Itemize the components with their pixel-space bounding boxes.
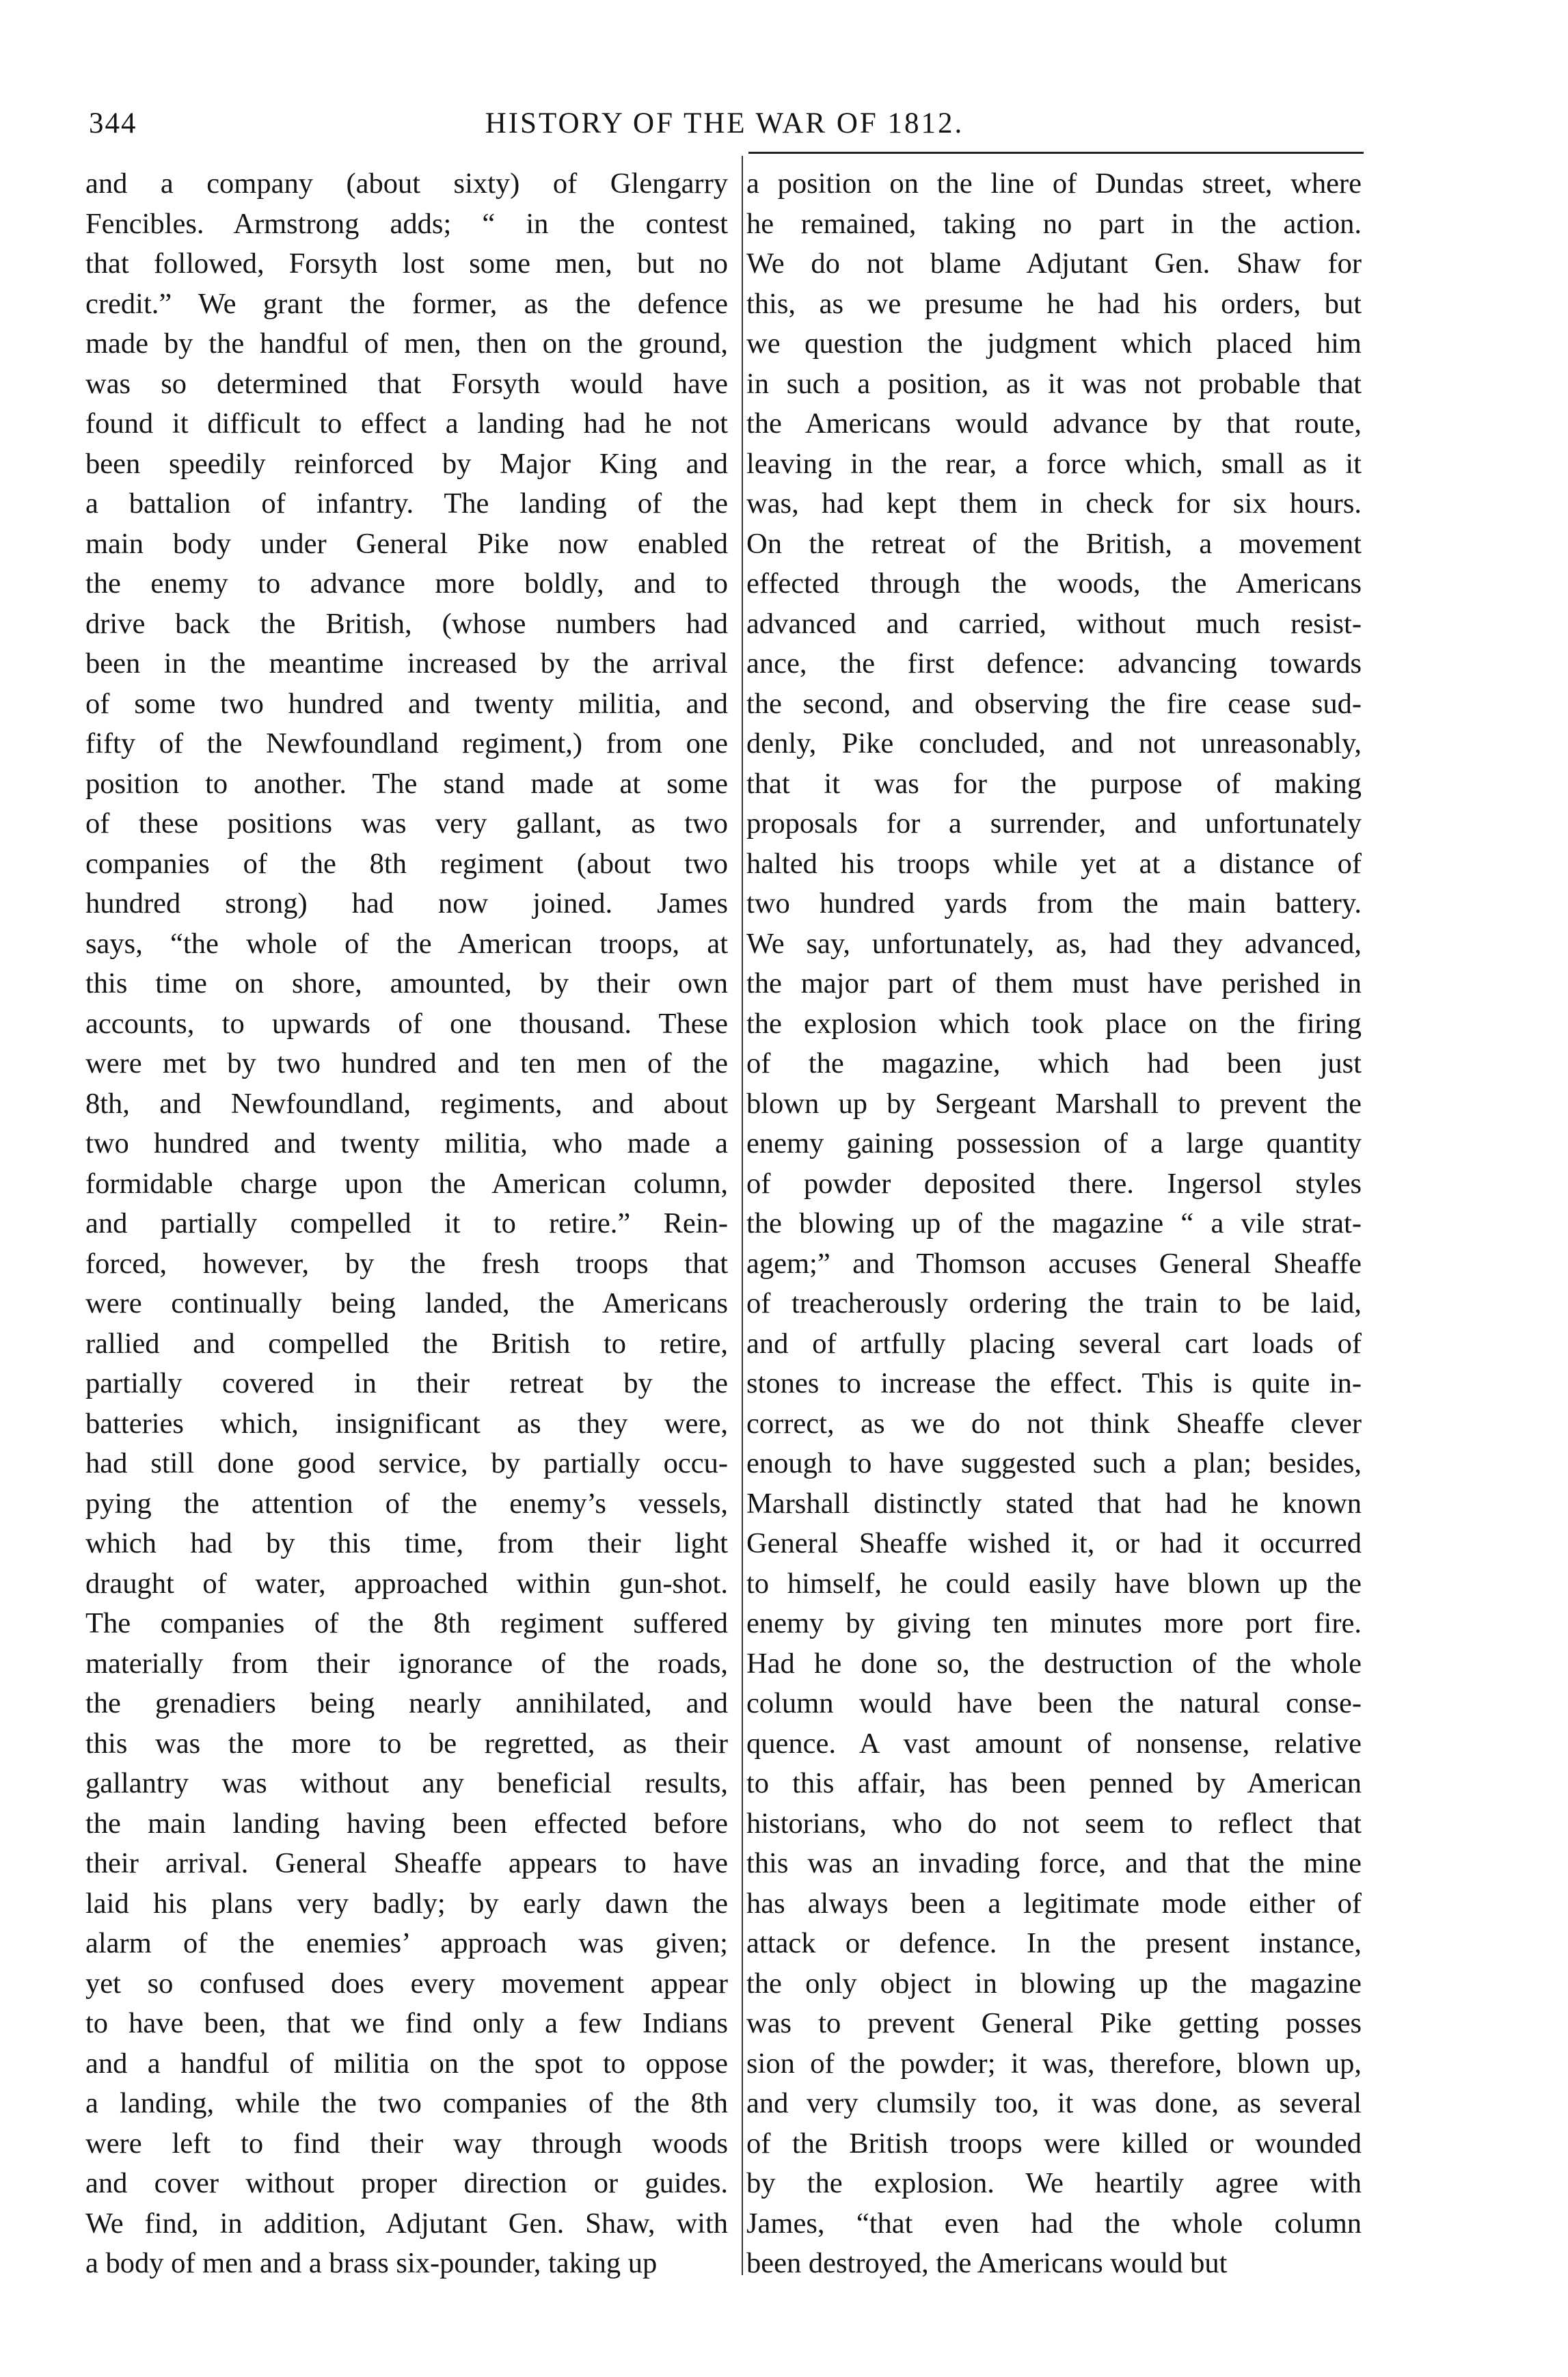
text-line: had still done good service, by partially occu- bbox=[85, 1447, 728, 1479]
text-line: proposals for a surrender, and unfortunately bbox=[746, 807, 1362, 840]
text-line: Marshall distinctly stated that had he known bbox=[746, 1487, 1362, 1520]
text-line: companies of the 8th regiment (about two bbox=[85, 847, 728, 880]
text-line: We say, unfortunately, as, had they advanced, bbox=[746, 927, 1362, 960]
text-line: he remained, taking no part in the action. bbox=[746, 207, 1362, 240]
text-line: 8th, and Newfoundland, regiments, and about bbox=[85, 1087, 728, 1120]
text-line: a landing, while the two companies of the 8th bbox=[85, 2087, 728, 2119]
text-line: of powder deposited there. Ingersol styles bbox=[746, 1167, 1362, 1200]
column-divider bbox=[742, 156, 743, 2275]
text-line: the enemy to advance more boldly, and to bbox=[85, 567, 728, 600]
text-line: gallantry was without any beneficial results, bbox=[85, 1767, 728, 1799]
text-line: draught of water, approached within gun-shot. bbox=[85, 1567, 728, 1600]
text-line: enemy by giving ten minutes more port fire. bbox=[746, 1607, 1362, 1639]
left-column bbox=[85, 164, 728, 2284]
text-line: blown up by Sergeant Marshall to prevent the bbox=[746, 1087, 1362, 1120]
text-line: rallied and compelled the British to retire, bbox=[85, 1327, 728, 1360]
text-line: batteries which, insignificant as they were, bbox=[85, 1407, 728, 1440]
text-line: General Sheaffe wished it, or had it occurred bbox=[746, 1527, 1362, 1559]
text-line: accounts, to upwards of one thousand. These bbox=[85, 1007, 728, 1040]
text-line: advanced and carried, without much resist- bbox=[746, 607, 1362, 640]
text-line: and a company (about sixty) of Glengarry bbox=[85, 167, 728, 200]
text-line: quence. A vast amount of nonsense, relative bbox=[746, 1727, 1362, 1760]
text-line: leaving in the rear, a force which, small as it bbox=[746, 447, 1362, 480]
text-line: forced, however, by the fresh troops that bbox=[85, 1247, 728, 1280]
text-line: a position on the line of Dundas street, where bbox=[746, 167, 1362, 200]
text-line: attack or defence. In the present instance, bbox=[746, 1927, 1362, 1959]
text-line: says, “the whole of the American troops, at bbox=[85, 927, 728, 960]
text-line: were left to find their way through woods bbox=[85, 2127, 728, 2160]
text-line: was, had kept them in check for six hours. bbox=[746, 487, 1362, 520]
text-line: were continually being landed, the Americans bbox=[85, 1287, 728, 1319]
text-line: partially covered in their retreat by the bbox=[85, 1367, 728, 1399]
text-line: been destroyed, the Americans would but bbox=[746, 2247, 1228, 2279]
text-line: stones to increase the effect. This is quite in- bbox=[746, 1367, 1362, 1399]
right-column bbox=[746, 164, 1362, 2284]
text-line: the second, and observing the fire cease sud- bbox=[746, 687, 1362, 720]
text-line: this time on shore, amounted, by their own bbox=[85, 967, 728, 999]
text-line: that followed, Forsyth lost some men, but no bbox=[85, 247, 728, 280]
text-line: hundred strong) had now joined. James bbox=[85, 887, 728, 919]
text-line: of the magazine, which had been just bbox=[746, 1047, 1362, 1079]
text-line: by the explosion. We heartily agree with bbox=[746, 2167, 1362, 2199]
text-line: was so determined that Forsyth would have bbox=[85, 367, 728, 400]
text-line: effected through the woods, the Americans bbox=[746, 567, 1362, 600]
text-line: has always been a legitimate mode either of bbox=[746, 1887, 1362, 1920]
text-line: fifty of the Newfoundland regiment,) from one bbox=[85, 727, 728, 760]
text-line: yet so confused does every movement appear bbox=[85, 1967, 728, 2000]
text-line: enemy gaining possession of a large quantity bbox=[746, 1127, 1362, 1159]
text-line: the explosion which took place on the firing bbox=[746, 1007, 1362, 1040]
text-line: this was the more to be regretted, as their bbox=[85, 1727, 728, 1760]
text-line: historians, who do not seem to reflect that bbox=[746, 1807, 1362, 1840]
text-line: were met by two hundred and ten men of the bbox=[85, 1047, 728, 1079]
text-line: their arrival. General Sheaffe appears to have bbox=[85, 1847, 728, 1879]
running-title: HISTORY OF THE WAR OF 1812. bbox=[485, 107, 964, 139]
text-line: We find, in addition, Adjutant Gen. Shaw, with bbox=[85, 2207, 728, 2240]
text-line: Fencibles. Armstrong adds; “ in the contest bbox=[85, 207, 728, 240]
text-line: to this affair, has been penned by American bbox=[746, 1767, 1362, 1799]
text-line: the Americans would advance by that route, bbox=[746, 407, 1362, 440]
text-line: been speedily reinforced by Major King and bbox=[85, 447, 728, 480]
text-line: which had by this time, from their light bbox=[85, 1527, 728, 1559]
text-line: been in the meantime increased by the arrival bbox=[85, 647, 728, 680]
text-line: drive back the British, (whose numbers had bbox=[85, 607, 728, 640]
text-line: this was an invading force, and that the mine bbox=[746, 1847, 1362, 1879]
text-line: pying the attention of the enemy’s vessels, bbox=[85, 1487, 728, 1520]
text-line: and of artfully placing several cart loads of bbox=[746, 1327, 1362, 1360]
text-line: and cover without proper direction or guides. bbox=[85, 2167, 728, 2199]
text-line: made by the handful of men, then on the ground, bbox=[85, 327, 728, 360]
text-line: James, “that even had the whole column bbox=[746, 2207, 1362, 2240]
text-line: agem;” and Thomson accuses General Sheaffe bbox=[746, 1247, 1362, 1280]
text-line: enough to have suggested such a plan; besides, bbox=[746, 1447, 1362, 1479]
text-line: and partially compelled it to retire.” Rein- bbox=[85, 1207, 728, 1239]
text-line: halted his troops while yet at a distance of bbox=[746, 847, 1362, 880]
text-line: main body under General Pike now enabled bbox=[85, 527, 728, 560]
text-line: ance, the first defence: advancing towards bbox=[746, 647, 1362, 680]
text-line: denly, Pike concluded, and not unreasonably, bbox=[746, 727, 1362, 760]
header-rule bbox=[748, 152, 1364, 154]
text-line: The companies of the 8th regiment suffered bbox=[85, 1607, 728, 1639]
text-line: the grenadiers being nearly annihilated, and bbox=[85, 1687, 728, 1719]
text-line: of the British troops were killed or wounded bbox=[746, 2127, 1362, 2160]
text-line: alarm of the enemies’ approach was given; bbox=[85, 1927, 728, 1959]
text-line: to himself, he could easily have blown up the bbox=[746, 1567, 1362, 1600]
text-line: two hundred yards from the main battery. bbox=[746, 887, 1362, 919]
text-line: the blowing up of the magazine “ a vile strat- bbox=[746, 1207, 1362, 1239]
text-line: credit.” We grant the former, as the defence bbox=[85, 287, 728, 320]
page-number: 344 bbox=[89, 107, 137, 139]
text-line: sion of the powder; it was, therefore, blown up, bbox=[746, 2047, 1362, 2080]
text-line: and a handful of militia on the spot to oppose bbox=[85, 2047, 728, 2080]
text-line: laid his plans very badly; by early dawn the bbox=[85, 1887, 728, 1920]
text-line: materially from their ignorance of the roads, bbox=[85, 1647, 728, 1680]
text-line: the major part of them must have perished in bbox=[746, 967, 1362, 999]
text-line: in such a position, as it was not probable that bbox=[746, 367, 1362, 400]
text-line: the main landing having been effected before bbox=[85, 1807, 728, 1840]
text-line: and very clumsily too, it was done, as several bbox=[746, 2087, 1362, 2119]
text-line: position to another. The stand made at some bbox=[85, 767, 728, 800]
text-line: a battalion of infantry. The landing of the bbox=[85, 487, 728, 520]
text-line: Had he done so, the destruction of the whole bbox=[746, 1647, 1362, 1680]
text-line: the only object in blowing up the magazine bbox=[746, 1967, 1362, 2000]
text-line: was to prevent General Pike getting posses bbox=[746, 2007, 1362, 2039]
text-line: two hundred and twenty militia, who made a bbox=[85, 1127, 728, 1159]
text-line: On the retreat of the British, a movement bbox=[746, 527, 1362, 560]
text-line: column would have been the natural conse- bbox=[746, 1687, 1362, 1719]
text-line: this, as we presume he had his orders, but bbox=[746, 287, 1362, 320]
text-line: a body of men and a brass six-pounder, taking up bbox=[85, 2247, 658, 2279]
text-line: to have been, that we find only a few Indians bbox=[85, 2007, 728, 2039]
text-line: We do not blame Adjutant Gen. Shaw for bbox=[746, 247, 1362, 280]
text-line: that it was for the purpose of making bbox=[746, 767, 1362, 800]
text-line: found it difficult to effect a landing had he not bbox=[85, 407, 728, 440]
text-line: formidable charge upon the American column, bbox=[85, 1167, 728, 1200]
running-header bbox=[89, 96, 1360, 150]
text-line: correct, as we do not think Sheaffe clever bbox=[746, 1407, 1362, 1440]
text-line: of some two hundred and twenty militia, and bbox=[85, 687, 728, 720]
text-line: of treacherously ordering the train to be laid, bbox=[746, 1287, 1362, 1319]
text-line: we question the judgment which placed him bbox=[746, 327, 1362, 360]
text-line: of these positions was very gallant, as two bbox=[85, 807, 728, 840]
